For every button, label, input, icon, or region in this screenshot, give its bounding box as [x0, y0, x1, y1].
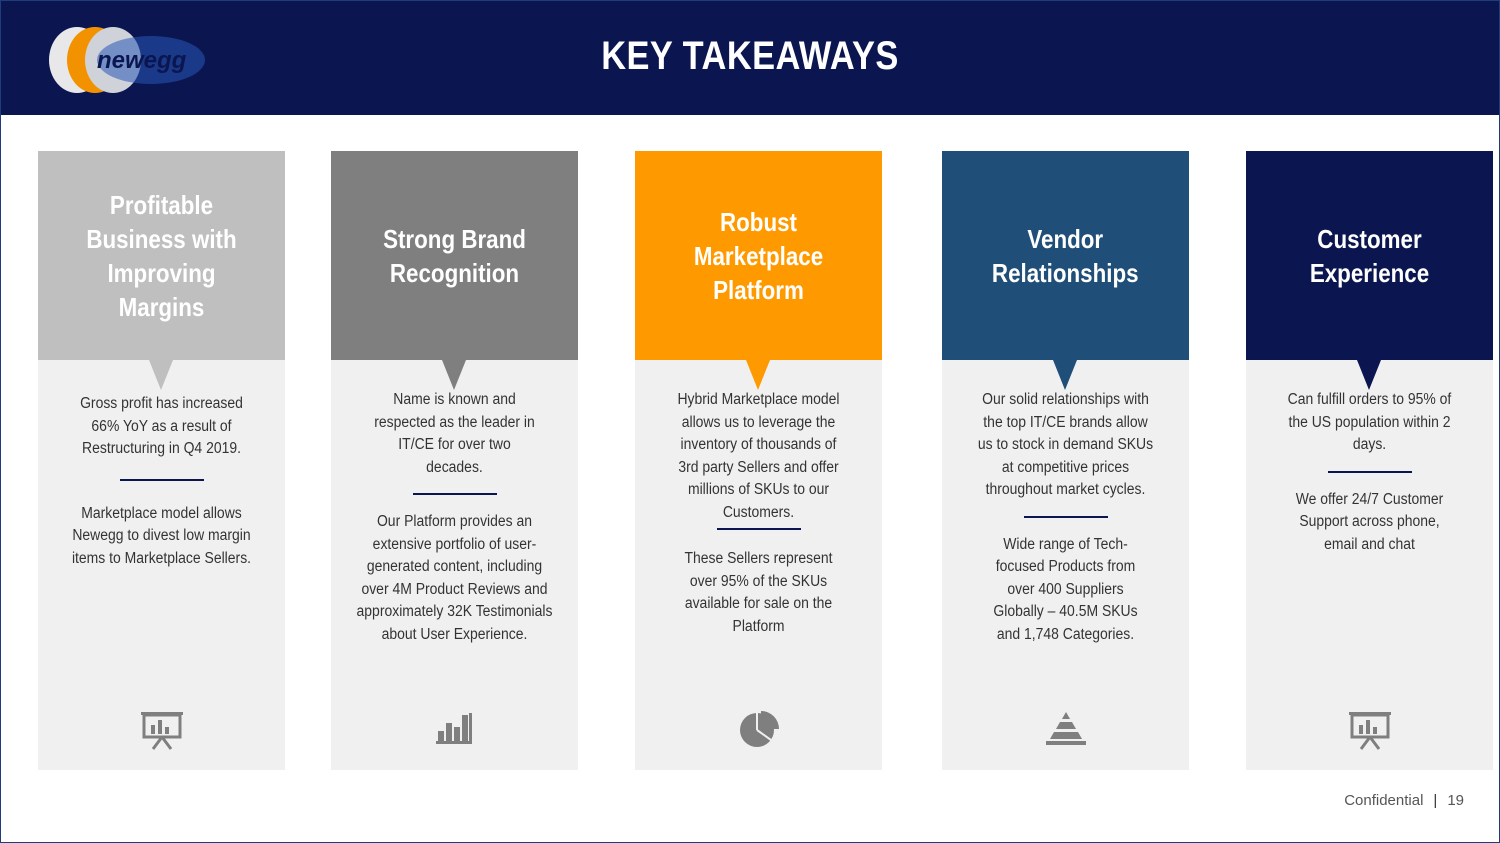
pie-chart-icon — [635, 709, 882, 754]
card-vendor-relationships — [942, 151, 1189, 770]
card-divider — [717, 528, 801, 530]
card-paragraph: Our Platform provides an extensive portfolio of user-generated content, including over 4M Product Reviews and approximately 32K Testimonials about User Experience. — [356, 513, 553, 643]
card-body — [1260, 389, 1479, 556]
pyramid-icon — [942, 709, 1189, 752]
card-paragraph: Name is known and respected as the leader in IT/CE for over two decades. — [374, 391, 535, 476]
card-paragraph: Marketplace model allows Newegg to divest low margin items to Marketplace Sellers. — [71, 504, 252, 567]
card-paragraph: These Sellers represent over 95% of the SKUs available for sale on the Platform — [684, 550, 833, 635]
card-heading: Profitable Business with Improving Margins — [86, 189, 237, 322]
card-body — [52, 393, 271, 570]
card-paragraph: Can fulfill orders to 95% of the US population within 2 days. — [1287, 391, 1452, 453]
card-header — [942, 151, 1189, 360]
header-bar — [0, 0, 1500, 115]
card-pointer — [442, 360, 466, 390]
card-paragraph: Wide range of Tech-focused Products from over 400 Suppliers Globally – 40.5M SKUs and 1,748 Categories. — [993, 535, 1138, 643]
card-divider — [1328, 471, 1412, 473]
card-body — [345, 389, 564, 646]
card-divider — [120, 479, 204, 481]
bar-chart-icon — [331, 709, 578, 750]
card-header — [38, 151, 285, 360]
card-paragraph: Our solid relationships with the top IT/CE brands allow us to stock in demand SKUs at competitive prices throughout market cycles. — [977, 391, 1154, 498]
card-paragraph: Hybrid Marketplace model allows us to leverage the inventory of thousands of 3rd party Sellers and offer millions of SKUs to our Customers. — [677, 391, 840, 521]
card-body — [956, 389, 1175, 646]
card-divider — [1024, 516, 1108, 518]
card-strong-brand — [331, 151, 578, 770]
card-body — [649, 389, 868, 638]
card-pointer — [746, 360, 770, 390]
card-paragraph: We offer 24/7 Customer Support across phone, email and chat — [1295, 490, 1444, 553]
card-robust-marketplace — [635, 151, 882, 770]
card-header — [331, 151, 578, 360]
card-pointer — [1053, 360, 1077, 390]
card-header — [1246, 151, 1493, 360]
card-header — [635, 151, 882, 360]
card-divider — [413, 493, 497, 495]
logo-wordmark: newegg — [97, 47, 187, 74]
page-title: KEY TAKEAWAYS — [601, 34, 899, 78]
presentation-chart-icon — [1246, 709, 1493, 756]
card-heading: Strong Brand Recognition — [383, 223, 526, 288]
confidential-label: Confidential — [1344, 792, 1424, 809]
card-customer-experience — [1246, 151, 1493, 770]
card-heading: Vendor Relationships — [992, 223, 1139, 288]
card-heading: Robust Marketplace Platform — [693, 206, 824, 305]
page-number: 19 — [1447, 792, 1464, 809]
card-pointer — [149, 360, 173, 390]
card-paragraph: Gross profit has increased 66% YoY as a result of Restructuring in Q4 2019. — [80, 395, 243, 457]
card-heading: Customer Experience — [1309, 223, 1430, 288]
card-profitable-business — [38, 151, 285, 770]
card-pointer — [1357, 360, 1381, 390]
footer-separator: | — [1433, 792, 1438, 809]
presentation-chart-icon — [38, 709, 285, 756]
page-footer — [1344, 792, 1464, 809]
